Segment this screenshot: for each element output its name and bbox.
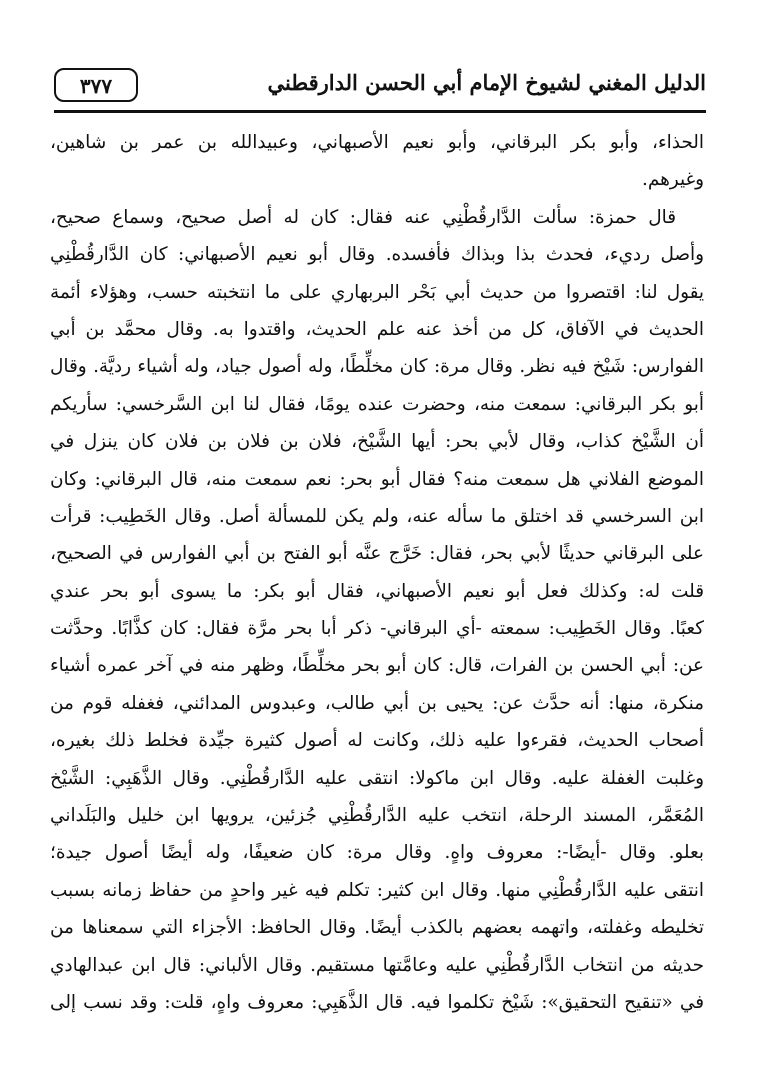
text-line: عن: أبي الحسن بن الفرات، قال: كان أبو بحر مخلِّطًا، وظهر منه في آخر عمره أشياء [50, 655, 704, 677]
text-line: الحذاء، وأبو بكر البرقاني، وأبو نعيم الأصبهاني، وعبيدالله بن عمر بن شاهين، [50, 132, 704, 153]
text-line: أبو بكر البرقاني: سمعت منه، وحضرت عنده يومًا، فقال لنا ابن السَّرخسي: سأريكم [50, 393, 704, 415]
text-line: يقول لنا: اقتصروا من حديث أبي بَحْر البربهاري على ما انتخبته حسب، وهؤلاء أئمة [50, 281, 704, 303]
running-header [54, 64, 706, 113]
text-line: ابن السرخسي قد اختلق ما سأله عنه، ولم يكن للمسألة أصل. وقال الخَطِيب: قرأت [50, 505, 704, 527]
text-line: بعلو. وقال -أيضًا-: معروف واهٍ. وقال مرة: كان ضعيفًا، وله أيضًا أصول جيدة؛ [50, 842, 704, 864]
page-number: ٣٧٧ [54, 68, 138, 102]
text-line: كعبًا. وقال الخَطِيب: سمعته -أي البرقاني- ذكر أبا بحر مرَّة فقال: كان كذَّابًا. وحدَّثت [50, 618, 704, 640]
text-line: وغلبت الغفلة عليه. وقال ابن ماكولا: انتقى عليه الدَّارقُطْنِي. وقال الذَّهَبِي: الشَّيْخ [50, 767, 704, 789]
text-line: وأصل رديء، فحدث بذا وبذاك فأفسده. وقال أبو نعيم الأصبهاني: كان الدَّارقُطْنِي [50, 244, 704, 266]
text-line: قلت له: وكذلك فعل أبو نعيم الأصبهاني، فقال أبو بكر: ما يسوى أبو بحر عندي [50, 580, 704, 602]
text-line: في «تنقيح التحقيق»: شَيْخ تكلموا فيه. قال الذَّهَبِي: معروف واهٍ، قلت: وقد نسب إلى [50, 991, 704, 1013]
body-text [50, 124, 704, 1021]
text-line: انتقى عليه الدَّارقُطْنِي منها. وقال ابن كثير: تكلم فيه غير واحدٍ من حفاظ زمانه بسبب [50, 879, 704, 901]
text-line: أن الشَّيْخ كذاب، وقال لأبي بحر: أيها الشَّيْخ، فلان بن فلان بن فلان كان ينزل في [50, 431, 704, 453]
text-line: الفوارس: شَيْخ فيه نظر. وقال مرة: كان مخلِّطًا، وله أصول جياد، وله أشياء رديَّة. وقال [50, 356, 704, 378]
text-line: على البرقاني حديثًا لأبي بحر، فقال: خَرَّج عنَّه أبو الفتح بن أبي الفوارس في الصحيح، [50, 543, 704, 565]
text-line: الحديث في الآفاق، كل من أخذ عنه علم الحديث، واقتدوا به. وقال محمَّد بن أبي [50, 318, 704, 340]
running-header-title: الدليل المغني لشيوخ الإمام أبي الحسن الدارقطني [267, 70, 706, 95]
text-line: قال حمزة: سألت الدَّارقُطْنِي عنه فقال: كان له أصل صحيح، وسماع صحيح، [50, 206, 676, 228]
text-line: الموضع الفلاني هل سمعت منه؟ فقال أبو بحر: نعم سمعت منه، قال البرقاني: وكان [50, 468, 704, 490]
text-line: المُعَمَّر، المسند الرحلة، انتخب عليه الدَّارقُطْنِي جُزئين، يرويها ابن خليل والبَلَداني [50, 805, 704, 827]
text-line: أصحاب الحديث، فقرءوا عليه ذلك، وكانت له أصول كثيرة جيِّدة فخلط ذلك بغيره، [50, 730, 704, 752]
text-line: منكرة، منها: أنه حدَّث عن: يحيى بن أبي طالب، وعبدوس المدائني، فغفله قوم من [50, 692, 704, 714]
text-line: حديثه من انتخاب الدَّارقُطْنِي عليه وعامَّتها مستقيم. وقال الألباني: قال ابن عبدالهادي [50, 954, 704, 976]
text-line: وغيرهم. [642, 169, 704, 191]
text-line: تخليطه وغفلته، واتهمه بعضهم بالكذب أيضًا. وقال الحافظ: الأجزاء التي سمعناها من [50, 917, 704, 939]
